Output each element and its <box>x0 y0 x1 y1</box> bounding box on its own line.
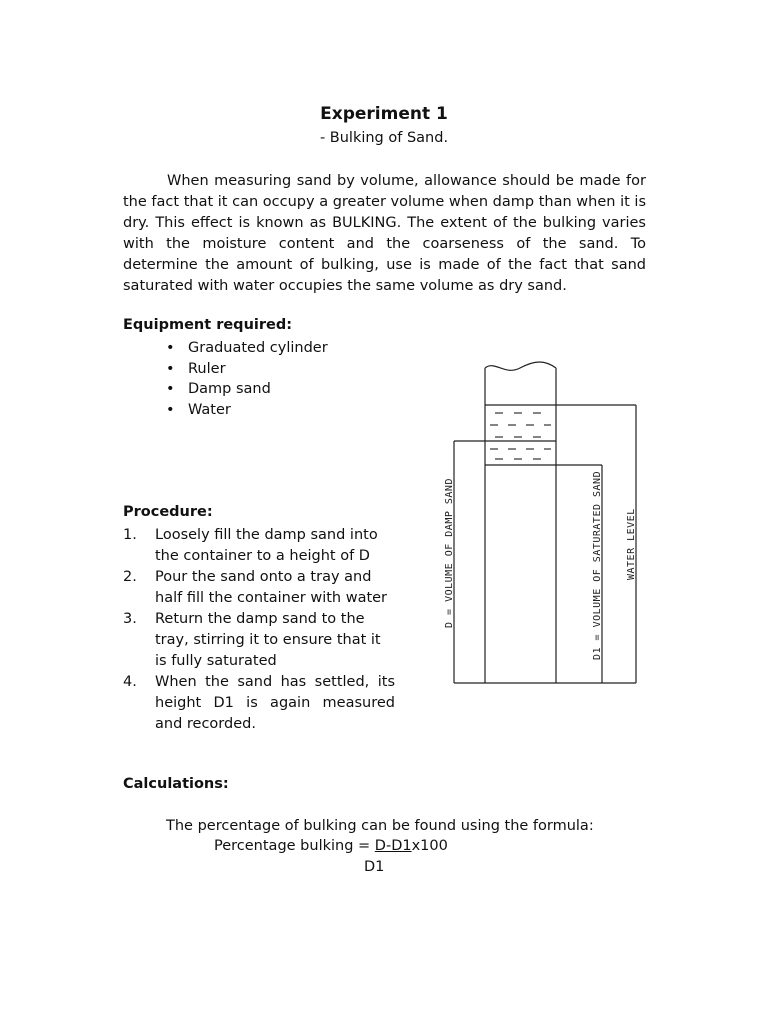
formula-intro: The percentage of bulking can be found using the formula: <box>166 818 594 834</box>
step-number: 4. <box>123 674 137 690</box>
step-number: 3. <box>123 611 137 627</box>
bullet-icon: • <box>166 360 175 377</box>
formula-denominator: D1 <box>364 859 385 875</box>
equipment-item-label: Damp sand <box>188 381 271 397</box>
formula-multiplier: x100 <box>411 838 448 854</box>
step-number: 1. <box>123 527 137 543</box>
water-hatching <box>490 413 551 459</box>
step-text: When the sand has settled, its height D1 is again measured and recorded. <box>155 674 395 732</box>
water-level-label: WATER LEVEL <box>626 508 637 580</box>
equipment-item-label: Water <box>188 401 231 418</box>
formula-numerator: D-D1 <box>374 838 412 854</box>
step-number: 2. <box>123 569 137 585</box>
intro-text: When measuring sand by volume, allowance should be made for the fact that it can occupy a greater volume when damp than when it is dry. This effect is known as BULKING. The extent of the bulking varies with the moisture content and the coarseness of the sand. To determine the amount of bulking, use is made of the fact that sand saturated with water occupies the same volume as dry sand. <box>123 173 646 294</box>
document-title: Experiment 1 <box>320 104 448 124</box>
bullet-icon: • <box>166 340 175 356</box>
cylinder-break-line <box>485 362 556 370</box>
equipment-heading: Equipment required: <box>123 317 293 333</box>
step-text: Pour the sand onto a tray and half fill the container with water <box>155 569 388 606</box>
step-text: Loosely fill the damp sand into the container to a height of D <box>155 527 378 564</box>
equipment-item-label: Ruler <box>188 360 226 377</box>
equipment-item-label: Graduated cylinder <box>188 340 328 356</box>
damp-sand-label: D = VOLUME OF DAMP SAND <box>444 478 455 628</box>
saturated-sand-label: D1 = VOLUME OF SATURATED SAND <box>592 470 603 660</box>
document-subtitle: - Bulking of Sand. <box>319 130 449 146</box>
step-text: Return the damp sand to the tray, stirring it to ensure that it is fully saturated <box>155 611 381 669</box>
procedure-heading: Procedure: <box>123 504 213 520</box>
bullet-icon: • <box>166 401 175 418</box>
formula-label: Percentage bulking = <box>214 838 375 854</box>
bullet-icon: • <box>166 381 175 397</box>
calculations-heading: Calculations: <box>123 776 229 792</box>
